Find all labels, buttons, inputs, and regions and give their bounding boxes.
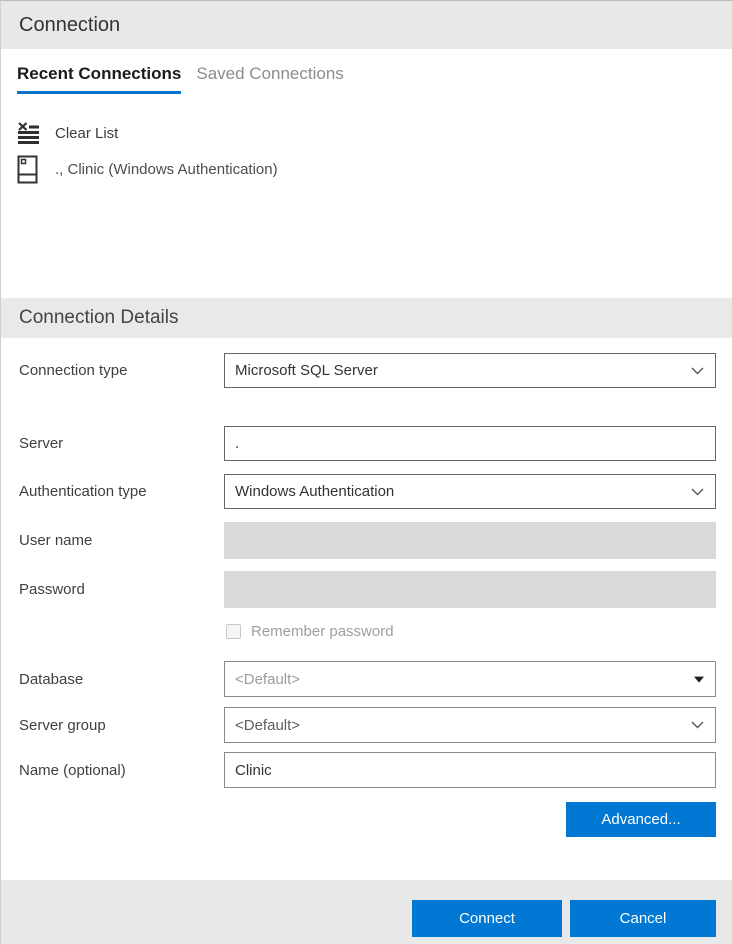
connection-type-label: Connection type — [19, 362, 128, 379]
database-label: Database — [19, 670, 84, 688]
connection-tabs — [1, 64, 732, 94]
connection-details-form — [1, 338, 732, 837]
authentication-type-row — [19, 474, 716, 509]
remember-password-checkbox — [226, 624, 241, 639]
server-label: Server — [19, 435, 64, 452]
advanced-button[interactable]: Advanced... — [566, 802, 716, 837]
remember-password-row — [226, 622, 716, 640]
password-input — [224, 571, 716, 608]
password-control — [224, 571, 716, 608]
clear-list-button[interactable] — [17, 117, 716, 149]
server-group-label: Server group — [19, 716, 106, 734]
password-label: Password — [19, 581, 85, 598]
dialog-title-bar — [1, 1, 732, 49]
cancel-button[interactable]: Cancel — [570, 900, 716, 937]
database-value: <Default> — [235, 670, 301, 688]
dialog-footer — [1, 880, 732, 944]
authentication-type-control — [224, 474, 716, 509]
remember-password-label: Remember password — [251, 622, 394, 640]
server-group-control — [224, 707, 716, 743]
clear-list-icon — [17, 122, 43, 145]
chevron-down-icon — [691, 716, 704, 734]
tab-recent-connections[interactable] — [17, 64, 181, 94]
database-row — [19, 661, 716, 697]
tab-saved-connections[interactable] — [196, 64, 343, 94]
user-name-label: User name — [19, 532, 93, 549]
caret-down-icon — [694, 677, 704, 683]
name-input[interactable] — [224, 752, 716, 788]
user-name-input — [224, 522, 716, 559]
connection-type-dropdown[interactable] — [224, 353, 716, 388]
dialog-title: Connection — [19, 13, 121, 36]
server-icon — [17, 155, 43, 184]
authentication-type-label: Authentication type — [19, 483, 147, 500]
recent-connection-label: ., Clinic (Windows Authentication) — [55, 160, 278, 178]
connection-details-title: Connection Details — [19, 307, 179, 328]
tab-saved-connections-label: Saved Connections — [196, 64, 344, 83]
server-group-value: <Default> — [235, 716, 301, 734]
chevron-down-icon — [691, 483, 704, 501]
authentication-type-dropdown[interactable] — [224, 474, 716, 509]
connect-button[interactable]: Connect — [412, 900, 562, 937]
server-row — [19, 426, 716, 461]
clear-list-label: Clear List — [55, 124, 119, 142]
advanced-row — [19, 802, 716, 837]
server-group-dropdown[interactable] — [224, 707, 716, 743]
recent-connections-list — [1, 117, 732, 185]
recent-connection-item[interactable] — [17, 153, 716, 185]
server-group-row — [19, 707, 716, 743]
connection-type-control — [224, 353, 716, 388]
name-row — [19, 752, 716, 788]
tab-recent-connections-label: Recent Connections — [17, 64, 182, 83]
password-row — [19, 571, 716, 608]
chevron-down-icon — [691, 362, 704, 380]
database-control — [224, 661, 716, 697]
server-control — [224, 426, 716, 461]
user-name-row — [19, 522, 716, 559]
connection-type-value: Microsoft SQL Server — [235, 362, 378, 379]
database-dropdown[interactable] — [224, 661, 716, 697]
name-control — [224, 752, 716, 788]
server-input[interactable] — [224, 426, 716, 461]
authentication-type-value: Windows Authentication — [235, 483, 395, 500]
connection-type-row — [19, 353, 716, 388]
name-label: Name (optional) — [19, 761, 126, 779]
connection-details-header — [1, 298, 732, 338]
user-name-control — [224, 522, 716, 559]
